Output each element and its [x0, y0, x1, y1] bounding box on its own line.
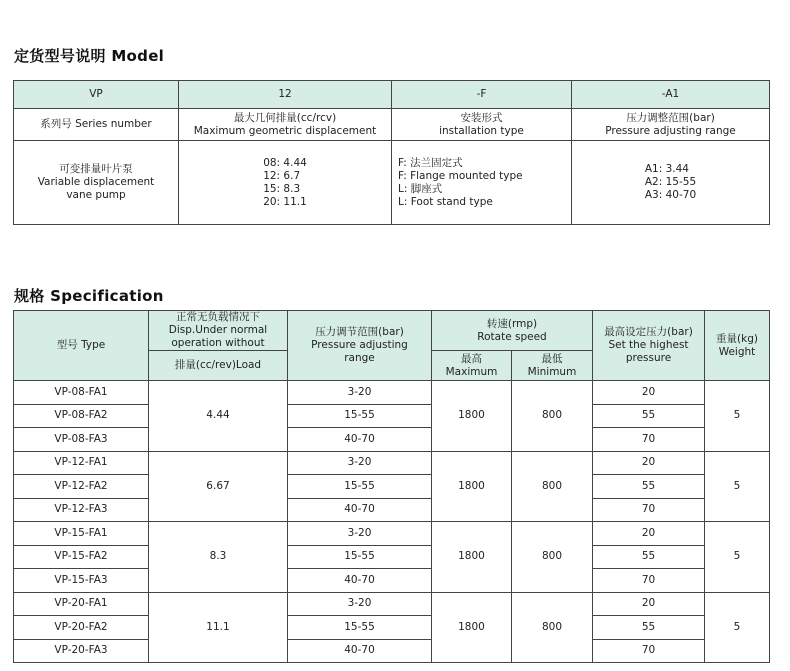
spec-header-row	[14, 311, 770, 351]
table-row	[14, 451, 770, 475]
displacement-cell: 8.3	[149, 522, 288, 593]
displacement-cell: 11.1	[149, 592, 288, 663]
pressure-range-cell: 3-20	[288, 451, 432, 475]
pressure-range-cell: 40-70	[288, 639, 432, 663]
table-row	[14, 381, 770, 405]
header-displacement: 正常无负载情况下 Disp.Under normal operation without	[149, 311, 288, 351]
model-label-row	[14, 109, 770, 141]
weight-cell: 5	[705, 522, 770, 593]
model-section-title: 定货型号说明 Model	[14, 47, 165, 65]
max-speed-cell: 1800	[432, 381, 512, 452]
pressure-values: A1: 3.44 A2: 15-55 A3: 40-70	[572, 141, 770, 225]
min-speed-cell: 800	[512, 592, 593, 663]
pressure-range-cell: 40-70	[288, 569, 432, 593]
displacement-cell: 6.67	[149, 451, 288, 522]
pressure-range-cell: 15-55	[288, 404, 432, 428]
model-type-cell: VP-08-FA2	[14, 404, 149, 428]
min-speed-cell: 800	[512, 451, 593, 522]
table-row	[14, 569, 770, 593]
pressure-range-cell: 15-55	[288, 545, 432, 569]
model-type-cell: VP-12-FA2	[14, 475, 149, 499]
model-table	[13, 80, 770, 225]
pressure-range-cell: 15-55	[288, 475, 432, 499]
series-label: 系列号 Series number	[14, 109, 179, 141]
spec-table	[13, 310, 770, 663]
pressure-label: 压力调整范围(bar) Pressure adjusting range	[572, 109, 770, 141]
set-pressure-cell: 70	[593, 639, 705, 663]
header-pressure-range: 压力调节范围(bar) Pressure adjusting range	[288, 311, 432, 381]
weight-cell: 5	[705, 592, 770, 663]
table-row	[14, 545, 770, 569]
model-type-cell: VP-08-FA1	[14, 381, 149, 405]
table-row	[14, 428, 770, 452]
set-pressure-cell: 55	[593, 545, 705, 569]
max-speed-cell: 1800	[432, 522, 512, 593]
displacement-label: 最大几何排量(cc/rcv) Maximum geometric displacement	[179, 109, 392, 141]
min-speed-cell: 800	[512, 522, 593, 593]
displacement-cell: 4.44	[149, 381, 288, 452]
set-pressure-cell: 55	[593, 616, 705, 640]
model-type-cell: VP-08-FA3	[14, 428, 149, 452]
set-pressure-cell: 20	[593, 451, 705, 475]
installation-values: F: 法兰固定式 F: Flange mounted type L: 脚座式 L: Foot stand type	[392, 141, 572, 225]
table-row	[14, 616, 770, 640]
set-pressure-cell: 20	[593, 381, 705, 405]
set-pressure-cell: 20	[593, 522, 705, 546]
model-type-cell: VP-12-FA1	[14, 451, 149, 475]
header-displacement-unit: 排量(cc/rev)Load	[149, 351, 288, 381]
displacement-values: 08: 4.44 12: 6.7 15: 8.3 20: 11.1	[179, 141, 392, 225]
series-value: 可变排量叶片泵 Variable displacement vane pump	[14, 141, 179, 225]
set-pressure-cell: 55	[593, 404, 705, 428]
max-speed-cell: 1800	[432, 451, 512, 522]
model-type-cell: VP-20-FA2	[14, 616, 149, 640]
table-row	[14, 475, 770, 499]
max-speed-cell: 1800	[432, 592, 512, 663]
pressure-range-cell: 15-55	[288, 616, 432, 640]
table-row	[14, 522, 770, 546]
pressure-range-cell: 3-20	[288, 592, 432, 616]
pressure-range-cell: 3-20	[288, 381, 432, 405]
weight-cell: 5	[705, 451, 770, 522]
model-header-cell: 12	[179, 81, 392, 109]
table-row	[14, 639, 770, 663]
model-type-cell: VP-15-FA2	[14, 545, 149, 569]
set-pressure-cell: 20	[593, 592, 705, 616]
header-rotate-speed: 转速(rmp) Rotate speed	[432, 311, 593, 351]
model-header-row	[14, 81, 770, 109]
pressure-range-cell: 40-70	[288, 498, 432, 522]
set-pressure-cell: 70	[593, 498, 705, 522]
header-speed-min: 最低 Minimum	[512, 351, 593, 381]
model-type-cell: VP-20-FA3	[14, 639, 149, 663]
model-header-cell: -A1	[572, 81, 770, 109]
set-pressure-cell: 70	[593, 428, 705, 452]
model-type-cell: VP-12-FA3	[14, 498, 149, 522]
header-speed-max: 最高 Maximum	[432, 351, 512, 381]
weight-cell: 5	[705, 381, 770, 452]
table-row	[14, 592, 770, 616]
spec-section-title: 规格 Specification	[14, 287, 164, 305]
header-model-type: 型号 Type	[14, 311, 149, 381]
table-row	[14, 498, 770, 522]
table-row	[14, 404, 770, 428]
spec-body	[14, 381, 770, 663]
header-max-pressure: 最高设定压力(bar) Set the highest pressure	[593, 311, 705, 381]
pressure-range-cell: 40-70	[288, 428, 432, 452]
min-speed-cell: 800	[512, 381, 593, 452]
header-weight: 重量(kg) Weight	[705, 311, 770, 381]
set-pressure-cell: 70	[593, 569, 705, 593]
set-pressure-cell: 55	[593, 475, 705, 499]
model-value-row	[14, 141, 770, 225]
model-type-cell: VP-20-FA1	[14, 592, 149, 616]
model-type-cell: VP-15-FA3	[14, 569, 149, 593]
installation-label: 安装形式 installation type	[392, 109, 572, 141]
model-header-cell: VP	[14, 81, 179, 109]
pressure-range-cell: 3-20	[288, 522, 432, 546]
model-header-cell: -F	[392, 81, 572, 109]
model-type-cell: VP-15-FA1	[14, 522, 149, 546]
